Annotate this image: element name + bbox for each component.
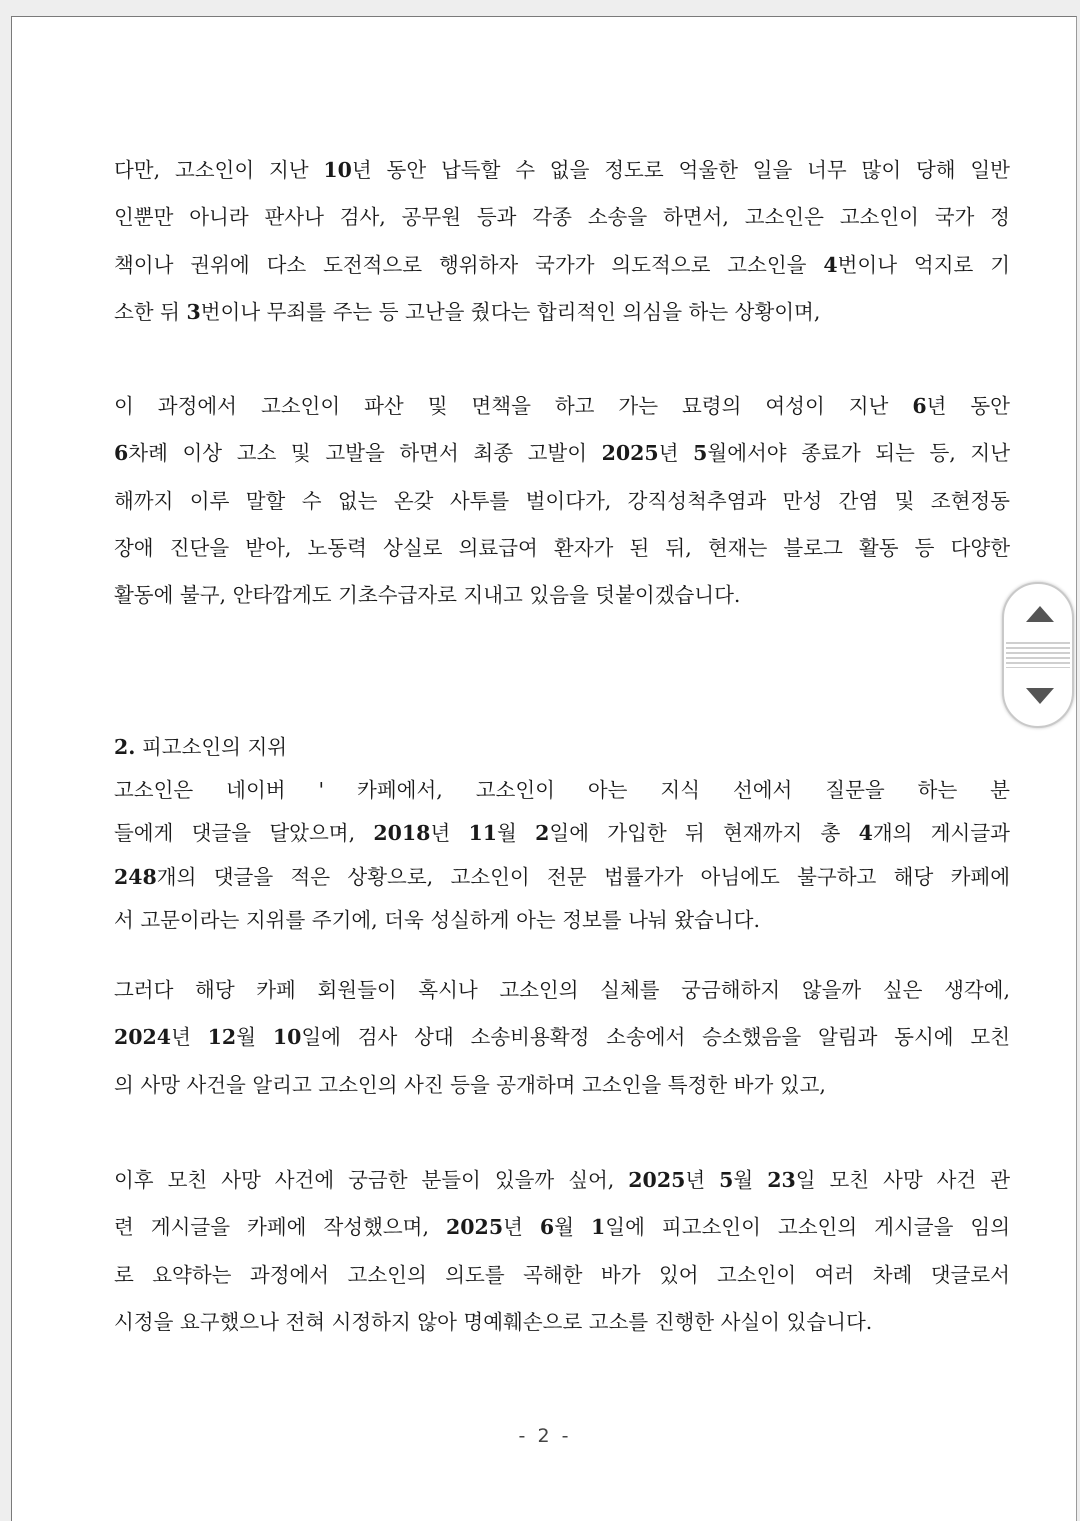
text-line: 248개의 댓글을 적은 상황으로, 고소인이 전문 법률가가 아님에도 불구하고 해당 카페에: [114, 864, 1010, 889]
text-line: 2024년 12월 10일에 검사 상대 소송비용확정 소송에서 승소했음을 알림과 동시에 모친: [114, 1025, 1010, 1050]
text-line: 이후 모친 사망 사건에 궁금한 분들이 있을까 싶어, 2025년 5월 23일 모친 사망 사건 관: [114, 1168, 1010, 1192]
text-line: 책이나 권위에 다소 도전적으로 행위하자 국가가 의도적으로 고소인을 4번이나 억지로 기: [114, 252, 1010, 277]
section-heading: [114, 725, 287, 769]
text-line: 인뿐만 아니라 판사나 검사, 공무원 등과 각종 소송을 하면서, 고소인은 고소인이 국가 정: [114, 205, 1010, 230]
text-line: 들에게 댓글을 달았으며, 2018년 11월 2일에 가입한 뒤 현재까지 총 4개의 게시글과: [114, 821, 1010, 846]
text-line: 련 게시글을 카페에 작성했으며, 2025년 6월 1일에 피고소인이 고소인의 게시글을 임의: [114, 1215, 1010, 1240]
paragraph-1: [114, 147, 1010, 336]
text-line: 다만, 고소인이 지난 10년 동안 납득할 수 없을 정도로 억울한 일을 너무 많이 당해 일반: [114, 158, 1010, 182]
paragraph-2: [114, 383, 1010, 619]
scroll-up-arrow-icon[interactable]: [1026, 606, 1054, 622]
text-line: 시정을 요구했으나 전혀 시정하지 않아 명예훼손으로 고소를 진행한 사실이 있습니다.: [114, 1309, 873, 1334]
text-line: 해까지 이루 말할 수 없는 온갖 사투를 벌이다가, 강직성척추염과 만성 간염 및 조현정동: [114, 488, 1010, 513]
text-line: 소한 뒤 3번이나 무죄를 주는 등 고난을 줬다는 합리적인 의심을 하는 상황이며,: [114, 299, 821, 324]
text-line: 이 과정에서 고소인이 파산 및 면책을 하고 가는 묘령의 여성이 지난 6년 동안: [114, 394, 1010, 418]
text-line: 서 고문이라는 지위를 주기에, 더욱 성실하게 아는 정보를 나눠 왔습니다.: [114, 907, 760, 932]
text-line: 고소인은 네이버 ' 카페에서, 고소인이 아는 지식 선에서 질문을 하는 분: [114, 778, 1010, 802]
text-line: 장애 진단을 받아, 노동력 상실로 의료급여 환자가 된 뒤, 현재는 블로그 활동 등 다양한: [114, 535, 1010, 560]
text-line: 의 사망 사건을 알리고 고소인의 사진 등을 공개하며 고소인을 특정한 바가 있고,: [114, 1072, 826, 1097]
text-line: 로 요약하는 과정에서 고소인의 의도를 곡해한 바가 있어 고소인이 여러 차례 댓글로서: [114, 1262, 1010, 1287]
page-number: - 2 -: [518, 1425, 572, 1447]
document-page: [11, 16, 1077, 1521]
paragraph-5: [114, 1157, 1010, 1346]
paragraph-3: [114, 769, 1010, 942]
paragraph-4: [114, 967, 1010, 1109]
text-line: 6차례 이상 고소 및 고발을 하면서 최종 고발이 2025년 5월에서야 종료가 되는 등, 지난: [114, 441, 1010, 466]
page-scroll-control[interactable]: [1002, 582, 1074, 728]
section-number: 2.: [114, 735, 136, 759]
text-line: 그러다 해당 카페 회원들이 혹시나 고소인의 실체를 궁금해하지 않을까 싶은 생각에,: [114, 978, 1010, 1002]
scroll-grip-handle[interactable]: [1006, 642, 1070, 668]
section-title: 피고소인의 지위: [141, 735, 288, 759]
scroll-down-arrow-icon[interactable]: [1026, 688, 1054, 704]
text-line: 활동에 불구, 안타깝게도 기초수급자로 지내고 있음을 덧붙이겠습니다.: [114, 583, 741, 608]
